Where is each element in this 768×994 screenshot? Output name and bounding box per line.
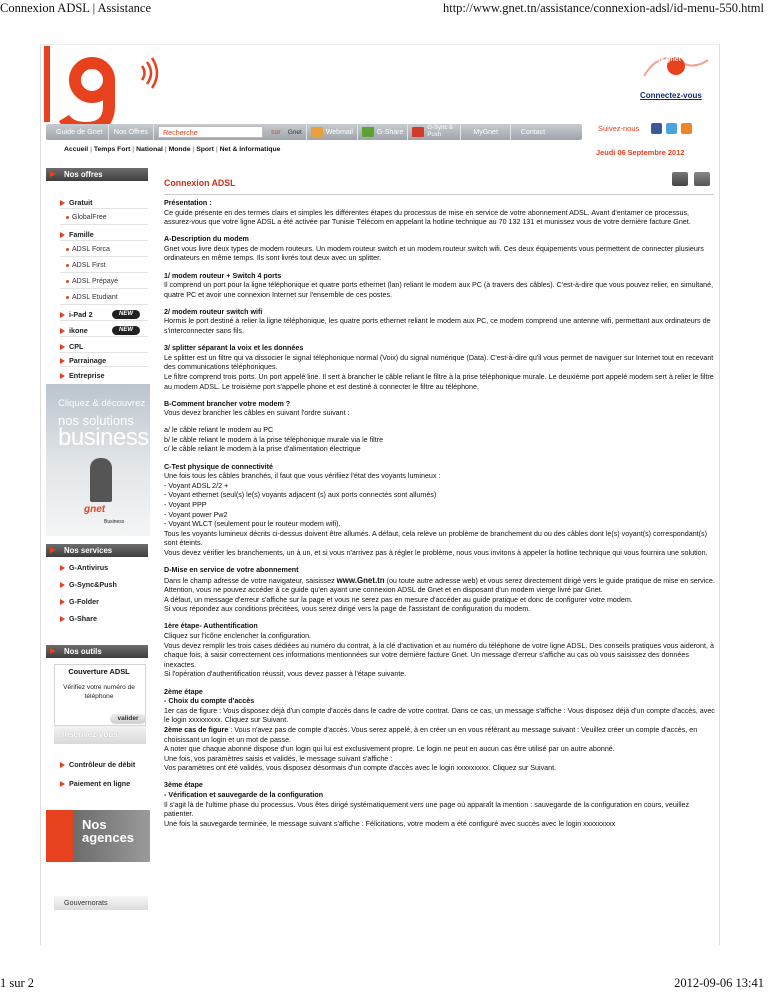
gnet-url-link[interactable]: www.Gnet.tn [336,575,385,585]
nav-gsync[interactable] [407,124,460,140]
arrow-icon [60,565,65,571]
section-text: Une fois la sauvegarde terminée, le message suivant s'affiche : Félicitations, votre modem a été configuré avec succès avec le login xxxxxxxxx [164,819,616,828]
section-heading: B-Comment brancher votre modem ? [164,399,291,408]
section-text: - Voyant ethernet (seul(s) le(s) voyants adjacent (s) aux ports connectés sont allumés) [164,491,437,500]
bullet-icon [66,296,69,299]
promo-line-2: nos solutions [58,413,134,428]
section-text: Vous devez remplir les trois cases dédiées au numéro du contrat, à la clé d'activation et au numéro du téléphone de votre ligne ADSL. Des conseils pratiques vous aideront, à chaque fois, à saisir correctement ces informations mentionnées sur votre dernière facture Gnet. Un message d'erreur s'affiche au cas où vous saisissez des données inexactes. [164,641,714,669]
section-modem-switch [164,272,716,301]
divider [60,366,148,367]
section-heading: 3ème étape [164,781,203,790]
nav-mygnet[interactable]: MyGnet [460,124,510,140]
section-text: A défaut, un message d'erreur s'affiche sur la page et vous ne serez pas en mesure d'accéder au guide pratique et donc de configurer votre modem. [164,595,633,604]
offer-adsl-prepaye-label: ADSL Prépayé [72,278,119,285]
section-etape-2 [164,688,716,774]
offer-parrainage-label: Parrainage [69,356,107,365]
section-text: 1er cas de figure : Vous disposez déjà d'un compte d'accès dans le cadre de votre contrat. Dans ce cas, un message s'affiche : Vous disposez déjà d'un compte d'accès, avec le login xxxxxxxxx. Cliquez sur Suivant. [164,706,715,725]
section-text: Si vous répondez aux conditions précitées, vous serez dirigé vers la page de l'assistant de configuration du modem. [164,605,531,614]
search-input[interactable]: Recherche [158,126,263,138]
print-timestamp: 2012-09-06 13:41 [674,976,764,990]
offer-globalfree[interactable] [66,214,107,221]
section-text: Il comprend un port pour la ligne téléphonique et quatre ports ethernet (lan) reliant le modem aux PC (à travers des câbles). C'est-à-dire que vous pouvez relier, en simultané, quatre PC et avoir une connexion Internet sur l'ensemble de ces postes. [164,281,714,299]
service-antivirus-label: G-Antivirus [69,563,109,572]
divider [60,352,148,353]
text-part: Dans le champ adresse de votre navigateur, saisissez [164,576,337,585]
section-heading: 2/ modem routeur switch wifi [164,307,263,316]
nav-webmail[interactable] [306,124,357,140]
arrow-icon [50,171,56,177]
section-text: Si l'opération d'authentification réussit, vous devez passer à l'étape suivante. [164,670,407,679]
service-gfolder[interactable] [60,597,99,606]
crumb-net[interactable]: Net & Informatique [219,146,281,153]
nav-offres[interactable]: Nos Offres [109,124,154,140]
section-presentation [164,199,716,228]
gnet-logo-icon[interactable] [56,50,140,134]
section-etape-3 [164,781,716,829]
nav-gsync-label: G-Sync & Push [427,125,454,138]
new-badge: NEW [112,310,140,319]
search-scope-select[interactable]: Gnet [287,128,302,136]
search-scope-label: sur [270,128,281,136]
print-icon[interactable] [672,172,688,186]
logo-bar [44,46,50,122]
offer-gratuit-label: Gratuit [69,198,93,207]
mail-icon [311,127,323,137]
tool-controleur-label: Contrôleur de débit [69,760,136,769]
validate-button[interactable]: valider [110,714,146,724]
section-mise-en-service [164,566,716,615]
section-text: Une fois tous les câbles branchés, il faut que vous vérifiiez l'état des voyants lumineux : [164,472,441,481]
nav-webmail-label: Webmail [325,128,353,136]
offer-adsl-etudiant-label: ADSL Etudiant [72,294,118,301]
arrow-icon [50,547,56,553]
section-description [164,235,716,264]
arrow-icon [60,599,65,605]
section-text: Vous devez vérifier les branchements, un à un, et si vous n'arrivez pas à régler le problème, nous vous invitons à appeler la hotline technique qui vous fournira une solution. [164,548,708,557]
mygnet-label: my gnet [654,56,681,63]
arrow-icon [60,616,65,622]
person-figure-icon [90,458,112,502]
offer-gratuit[interactable] [60,198,93,207]
offer-adsl-etudiant[interactable] [66,294,118,301]
offer-cpl-label: CPL [69,342,84,351]
mygnet-logo-icon[interactable] [640,46,712,84]
arrow-icon [60,582,65,588]
service-gshare[interactable] [60,614,97,623]
arrow-icon [60,312,65,318]
nav-gshare-label: G-Share [376,128,404,136]
section-text: Vos paramètres ont été validés, vous disposez désormais d'un compte d'accès avec le login xxxxxxxxx. Cliquez sur Suivant. [164,764,557,773]
gouvernorats-select[interactable]: Gouvernorats [54,896,148,910]
arrow-icon [50,648,56,654]
divider [60,272,148,273]
text-part: (ou toute autre adresse web) et vous serez directement dirigé vers le guide pratique de mise en service. [384,576,715,585]
crumb-accueil[interactable]: Accueil [64,146,89,153]
offer-ikone-label: ikone [69,326,88,335]
offer-entreprise-label: Entreprise [69,371,105,380]
arrow-icon [60,781,65,787]
offer-entreprise[interactable] [60,371,105,380]
service-gfolder-label: G-Folder [69,597,99,606]
twitter-icon[interactable] [666,123,677,134]
service-antivirus[interactable] [60,563,108,572]
divider [60,336,148,337]
divider [60,208,148,209]
service-gsync-label: G-Sync&Push [69,580,117,589]
section-text: Une fois, vos paramètres saisis et validés, le message suivant s'affiche : [164,754,393,763]
section-heading: 1ère étape- Authentification [164,622,258,631]
divider [60,288,148,289]
offer-adsl-first[interactable] [66,262,106,269]
new-badge: NEW [112,326,140,335]
section-subheading: - Choix du compte d'accès [164,697,255,706]
section-text: Ce guide présente en des termes clairs et simples les différentes étapes du processus de mise en service de votre abonnement ADSL. Avant d'entamer ce processus, assurez-vous que votre ligne ADSL a été activée par Tunisie Télécom en appelant la hotline technique au 70 132 131 et munissez vous de votre dernière facture Gnet. [164,208,691,227]
nav-gshare[interactable] [357,124,407,140]
offer-parrainage[interactable] [60,356,106,365]
connect-link[interactable]: Connectez-vous [640,91,702,100]
section-heading: Présentation : [164,199,212,207]
bullet-icon [66,248,69,251]
main-nav [46,124,582,140]
offer-adsl-prepaye[interactable] [66,278,118,285]
offer-adsl-forca-label: ADSL Forca [72,246,110,253]
bullet-icon [66,264,69,267]
offres-header [46,168,148,181]
arrow-icon [60,344,65,350]
offer-famille-label: Famille [69,230,94,239]
divider [60,256,148,257]
nav-guide[interactable]: Guide de Gnet [46,124,109,140]
section-text: Cliquez sur l'icône enclencher la configuration. [164,632,312,641]
offer-ipad-label: i-Pad 2 [69,310,93,319]
section-heading: C-Test physique de connectivité [164,462,273,471]
agences-label: Nos agences [82,817,135,845]
section-cable-order [164,426,716,455]
section-heading: D-Mise en service de votre abonnement [164,566,299,574]
print-url: http://www.gnet.tn/assistance/connexion-adsl/id-menu-550.html [442,1,764,15]
outils-header [46,645,148,658]
section-heading: 1/ modem routeur + Switch 4 ports [164,271,282,280]
follow-label: Suivez-nous [598,124,640,133]
arrow-icon [60,328,65,334]
arrow-icon [60,232,65,238]
offer-famille[interactable] [60,230,94,239]
section-text: Le splitter est un filtre qui va dissocier le signal téléphonique normal (Voix) du signal numérique (Data). C'est-à-dire qu'il vous permet de naviguer sur Internet tout en recevant des communications téléphoniques. [164,353,714,372]
section-text [164,576,716,587]
section-text: Le filtre comprend trois ports. Un port appelé line. Il sert à brancher le câble reliant le filtre à la prise téléphonique murale. Le deuxième port appelé modem sert à relier le filtre au modem ADSL. Le troisième port s'appelle phone et est destiné à connecter le filtre au téléphone. [164,372,714,391]
section-text: b/ le câble reliant le modem à la prise téléphonique murale via le filtre [164,435,384,444]
section-text: Tous les voyants lumineux décrits ci-dessus doivent être allumés. A défaut, cela relève un problème de branchement du ou des câbles dont le(s) voyant(s) correspondant(s) sont éteints. [164,529,707,548]
crumb-temps-fort[interactable]: Temps Fort [93,146,131,153]
promo-brand-sub: Business [104,519,125,525]
offer-adsl-first-label: ADSL First [72,262,106,269]
section-test [164,463,716,559]
crumb-monde[interactable]: Monde [168,146,191,153]
section-subheading: - Vérification et sauvegarde de la configuration [164,790,324,799]
crumb-sport[interactable]: Sport [196,146,214,153]
arrow-icon [60,373,65,379]
divider [60,240,148,241]
arrow-icon [60,762,65,768]
section-splitter [164,344,716,392]
tool-controleur[interactable] [60,760,135,769]
share-icon [362,127,374,137]
section-text: c/ le câble reliant le modem à la prise d'alimentation électrique [164,445,361,454]
offer-cpl[interactable] [60,342,83,351]
section-heading: 2ème étape [164,687,203,696]
bullet-icon [66,280,69,283]
section-text: - Voyant WLCT (seulement pour le routeur modem wifi). [164,520,341,529]
arrow-icon [60,200,65,206]
bullet-icon [66,216,69,219]
section-text: A noter que chaque abonné dispose d'un login qui lui est exclusivement propre. Le login ne peut en aucun cas être utilisé par un autre abonné. [164,745,615,754]
section-text: - Voyant ADSL 2/2 + [164,481,229,490]
section-text [164,726,716,745]
offer-ikone[interactable] [60,326,88,335]
divider [60,304,148,305]
section-etape-1 [164,622,716,680]
tool-paiement-label: Paiement en ligne [69,779,131,788]
sync-icon [412,127,424,137]
text-part: : Vous n'avez pas de compte d'accès. Vous serez appelé, à en créer un en vous référant au message suivant : Veuillez créer un compte d'accès, en choisissant un login et un mot de passe. [164,725,698,744]
arrow-icon [60,358,65,364]
coverage-text: Vérifiez votre numéro de téléphone [63,684,135,700]
title-divider [164,194,714,195]
article-body [164,199,716,837]
service-gshare-label: G-Share [69,614,97,623]
offer-adsl-forca[interactable] [66,246,110,253]
service-gsync[interactable] [60,580,117,589]
register-button[interactable]: Inscrivez-vous [54,726,146,744]
text-part: 2ème cas de figure [164,725,229,734]
tool-paiement[interactable] [60,779,130,788]
section-text: Hormis le port destiné à relier la ligne téléphonique, les quatre ports ethernet reliant le modem aux PC, ce modem comprend une antenne wifi, permettant aux ordinateurs de s'interconnecter sans fils. [164,317,711,336]
promo-brand: gnet [84,504,106,515]
email-icon[interactable] [694,172,710,186]
services-title: Nos services [64,546,113,555]
print-page-title: Connexion ADSL | Assistance [0,1,151,15]
section-modem-wifi [164,308,716,337]
breadcrumb: Accueil | Temps Fort | National | Monde | Sport | Net & Informatique [64,146,281,153]
section-heading: A-Description du modem [164,235,249,244]
services-header [46,544,148,557]
divider [60,224,148,225]
section-text: Attention, vous ne pouvez accéder à ce guide qu'en ayant une connexion ADSL de Gnet et en disposant d'un modem vierge livré par Gnet. [164,586,603,595]
nav-contact[interactable]: Contact [510,124,555,140]
section-text: a/ le câble reliant le modem au PC [164,426,274,435]
section-brancher [164,400,716,419]
signal-icon [138,56,160,90]
promo-line-3: business [58,424,149,451]
offer-globalfree-label: GlobalFree [72,214,107,221]
section-text: Gnet vous livre deux types de modem routeurs. Un modem routeur switch et un modem routeur switch wifi. Ces deux équipements vous permettent de connecter plusieurs ordinateurs en même temps. Ils sont livrés tout deux avec un splitter. [164,244,704,263]
crumb-national[interactable]: National [136,146,163,153]
current-date: Jeudi 06 Septembre 2012 [596,148,685,157]
section-text: - Voyant PPP [164,500,207,509]
print-page-number: 1 sur 2 [0,976,35,990]
divider [60,320,148,321]
offres-title: Nos offres [64,170,103,179]
rss-icon[interactable] [681,123,692,134]
section-heading: 3/ splitter séparant la voix et les données [164,344,304,353]
section-text: Il s'agit là de l'ultime phase du processus. Vous êtes dirigé systématiquement vers une page où apparaît la mention : sauvegarde de la configuration en cours, veuillez patienter. [164,800,690,819]
facebook-icon[interactable] [651,123,662,134]
section-text: - Voyant power Pw2 [164,510,228,519]
coverage-title: Couverture ADSL [68,667,130,676]
promo-line-1: Cliquez & découvrez [58,398,146,409]
outils-title: Nos outils [64,647,102,656]
section-text: Vous devez brancher les câbles en suivant l'ordre suivant : [164,409,350,418]
article-title: Connexion ADSL [164,178,236,188]
